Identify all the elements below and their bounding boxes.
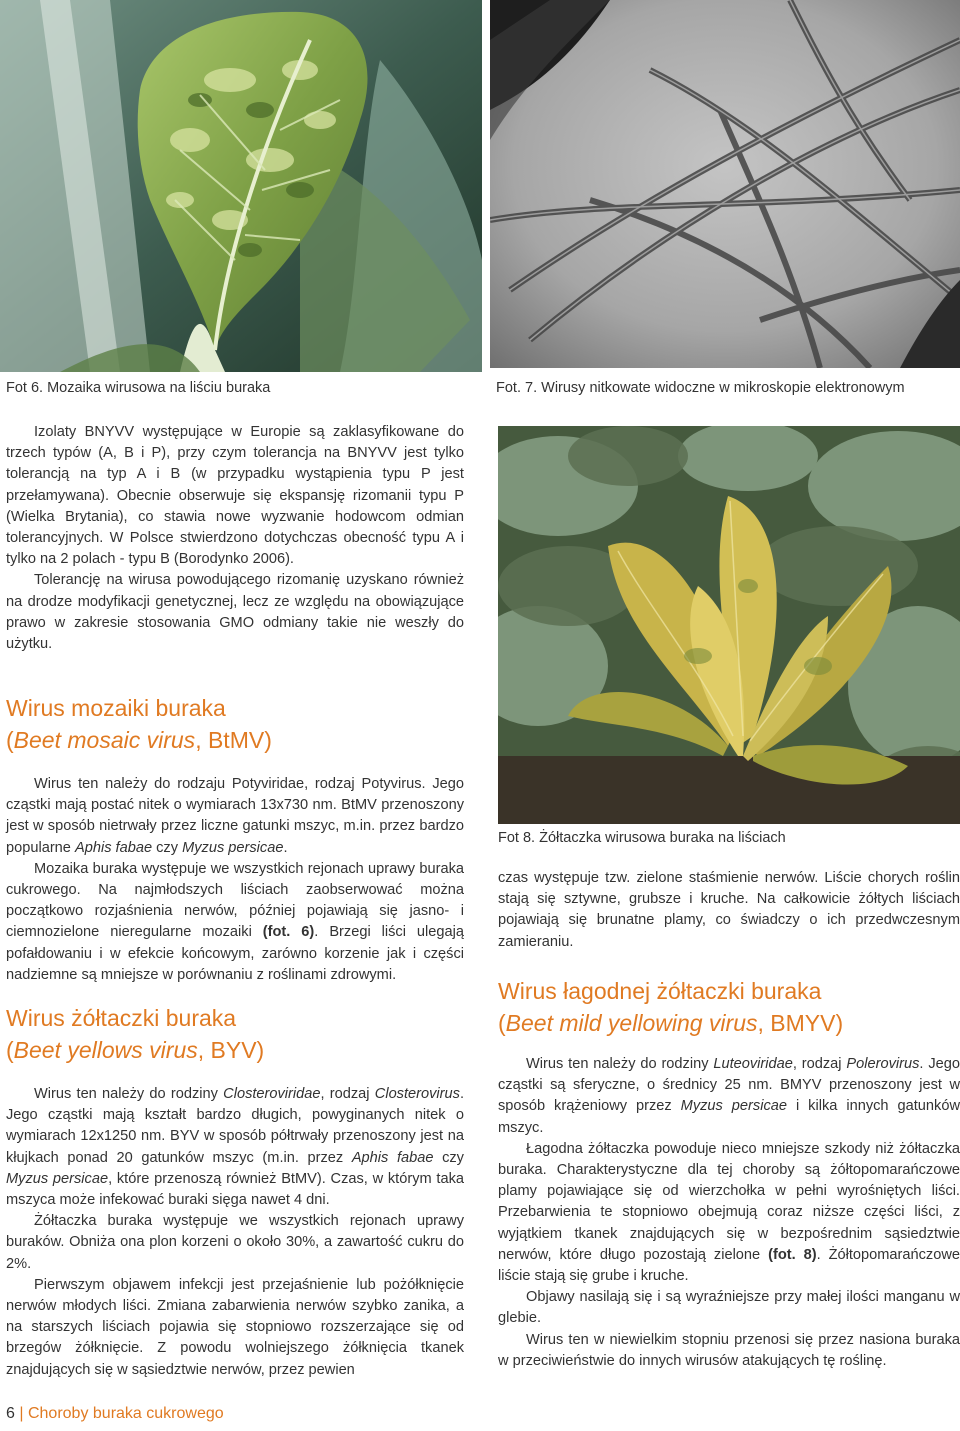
- heading-byv-line2: (Beet yellows virus, BYV): [6, 1037, 265, 1063]
- heading-byv: [6, 1002, 464, 1066]
- intro-paragraph-1: Izolaty BNYVV występujące w Europie są zaklasyfikowane do trzech typów (A, B i P), przy czym tolerancja na BNYVV jest tylko tolerancją na typ A i B (w przypadku wystąpienia typu P jest przełamywana). Obecnie obserwuje się ekspansję rizomanii typu P (Wielka Brytania), co stawia nowe wyzwanie hodowcom odmian tolerancyjnych. W Polsce stwierdzono dotychczas obecność typu A i tylko na 2 polach - typu B (Borodynko 2006).: [6, 424, 464, 568]
- btmv-paragraph-1: Wirus ten należy do rodzaju Potyviridae, rodzaj Potyvirus. Jego cząstki mają postać nitek o wymiarach 13x730 nm. BtMV przenoszony jest w sposób nietrwały przez liczne gatunki mszyc, m.in. przez bardzo popularne Aphis fabae czy Myzus persicae.: [6, 776, 464, 856]
- byv-continuation-paragraph: czas występuje tzw. zielone staśmienie nerwów. Liście chorych roślin stają się sztywne, grubsze i kruche. Na całkowicie żółtych liściach pojawiają się brunatne plamy, co świadczy o ich przedwczesnym zamieraniu.: [498, 870, 960, 950]
- page-number: 6: [6, 1405, 15, 1422]
- left-column: [6, 422, 464, 655]
- byv-paragraph-2: Żółtaczka buraka występuje we wszystkich rejonach uprawy buraków. Obniża ona plon korzeni o około 30%, a zawartość cukru do 2%.: [6, 1213, 464, 1272]
- photo-electron-microscope: [490, 0, 960, 368]
- btmv-paragraph-2: Mozaika buraka występuje we wszystkich rejonach uprawy buraka cukrowego. Na najmłodszych liściach zaobserwować można początkowo rozjaśnienia nerwów, później pojawiają się jasno- i ciemnozielone nieregularne mozaiki (fot. 6). Brzegi liści ulegają pofałdowaniu i w efekcie końcowym, zarówno korzenie jak i części nadziemne są mniejsze w porównaniu z roślinami zdrowymi.: [6, 860, 464, 983]
- bmyv-paragraph-4: Wirus ten w niewielkim stopniu przenosi się przez nasiona buraka w przeciwieństwie do innych wirusów atakujących tę roślinę.: [498, 1331, 960, 1369]
- btmv-section: [6, 774, 464, 986]
- heading-bmyv: [498, 975, 960, 1039]
- caption-fot8: Fot 8. Żółtaczka wirusowa buraka na liściach: [498, 830, 786, 846]
- heading-btmv-line2: (Beet mosaic virus, BtMV): [6, 727, 272, 753]
- photo-leaf-mosaic: [0, 0, 482, 372]
- heading-btmv: [6, 692, 464, 756]
- bmyv-paragraph-2: Łagodna żółtaczka powoduje nieco mniejsze szkody niż żółtaczka buraka. Charakterystyczne dla tej choroby są żółtopomarańczowe plamy pojawiające się od wierzchołka w pełni wyrośniętych liści. Przebarwienia te stopniowo obejmują coraz niższe części liści, z wyjątkiem tkanek znajdujących się w bezpośrednim sąsiedztwie nerwów, które długo pozostają zielone (fot. 8). Żółtopomarańczowe liście stają się grube i kruche.: [498, 1140, 960, 1285]
- caption-fot7: Fot. 7. Wirusy nitkowate widoczne w mikroskopie elektronowym: [496, 380, 905, 396]
- bmyv-paragraph-3: Objawy nasilają się i są wyraźniejsze przy małej ilości manganu w glebie.: [498, 1289, 960, 1327]
- heading-bmyv-line2: (Beet mild yellowing virus, BMYV): [498, 1010, 844, 1036]
- heading-btmv-line1: Wirus mozaiki buraka: [6, 695, 226, 721]
- heading-bmyv-line1: Wirus łagodnej żółtaczki buraka: [498, 978, 822, 1004]
- intro-paragraph-2: Tolerancję na wirusa powodującego rizomanię uzyskano również na drodze modyfikacji genetycznej, lecz ze względu na obowiązujące prawo w zakresie stosowania GMO odmiany takie nie weszły do użytku.: [6, 572, 464, 653]
- bmyv-section: [498, 1054, 960, 1372]
- byv-paragraph-1: Wirus ten należy do rodziny Closteroviridae, rodzaj Closterovirus. Jego cząstki mają kształt bardzo długich, powyginanych nitek o wymiarach 12x1250 nm. BYV w sposób półtrwały przenoszony jest na kłujkach ponad 20 gatunków mszyc (m.in. przez Aphis fabae czy Myzus persicae, które przenoszą również BtMV). Czas, w którym taka mszyca może infekować buraki sięga nawet 4 dni.: [6, 1086, 464, 1209]
- leaf-mosaic-image: [0, 0, 482, 372]
- footer-title: Choroby buraka cukrowego: [27, 1405, 224, 1422]
- caption-fot6: Fot 6. Mozaika wirusowa na liściu buraka: [6, 380, 271, 396]
- byv-paragraph-3: Pierwszym objawem infekcji jest przejaśnienie lub pożółknięcie nerwów młodych liści. Zmiana zabarwienia nerwów szybko zanika, a na starszych liściach pojawia się stopniowo rozszerzające się od brzegów żółknięcie. Z powodu wolniejszego żółknięcia tkanek znajdujących się w sąsiedztwie nerwów, przez pewien: [6, 1276, 464, 1378]
- beet-plant-image: [498, 426, 960, 824]
- footer-separator: |: [19, 1405, 24, 1422]
- virus-filaments-image: [490, 0, 960, 368]
- photo-yellowing-beet: [498, 426, 960, 824]
- bmyv-paragraph-1: Wirus ten należy do rodziny Luteoviridae, rodzaj Polerovirus. Jego cząstki są sferyczne, o średnicy 25 nm. BMYV przenoszony jest w sposób krążeniowy przez Myzus persicae i kilka innych gatunków mszyc.: [498, 1056, 960, 1136]
- page-footer: [6, 1405, 224, 1423]
- byv-section: [6, 1084, 464, 1381]
- heading-byv-line1: Wirus żółtaczki buraka: [6, 1005, 237, 1031]
- byv-continuation: [498, 868, 960, 953]
